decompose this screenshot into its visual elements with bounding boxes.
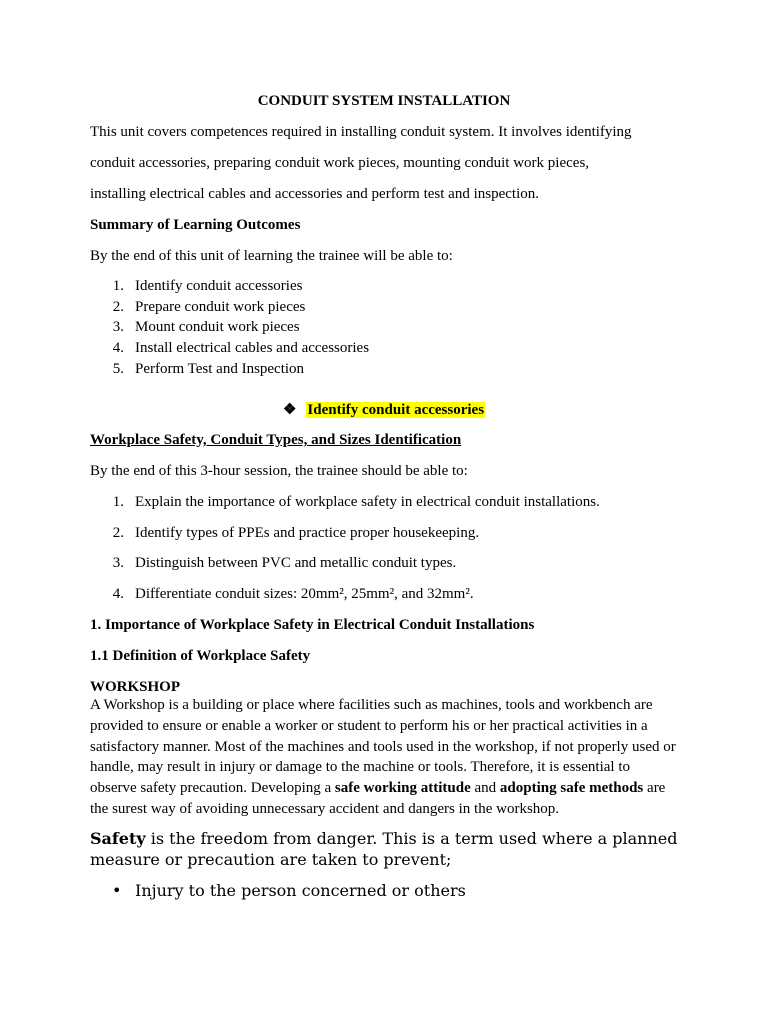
list-number: 1. (112, 278, 124, 294)
summary-intro: By the end of this unit of learning the trainee will be able to: (90, 248, 453, 264)
list-text: Differentiate conduit sizes: 20mm², 25mm², and 32mm². (135, 586, 474, 602)
list-number: 1. (112, 494, 124, 510)
list-number: 2. (112, 525, 124, 541)
list-number: 4. (112, 586, 124, 602)
list-number: 5. (112, 361, 124, 377)
list-text: Identify conduit accessories (135, 278, 303, 294)
list-text: Perform Test and Inspection (135, 361, 305, 377)
workshop-bold-1: safe working attitude (334, 780, 471, 797)
intro-line-2: conduit accessories, preparing conduit work pieces, mounting conduit work pieces, (90, 155, 590, 171)
workshop-heading: WORKSHOP (90, 679, 181, 695)
summary-heading: Summary of Learning Outcomes (90, 217, 301, 233)
highlighted-heading: Identify conduit accessories (307, 402, 485, 418)
safety-word: Safety (90, 829, 146, 848)
workshop-paragraph (90, 695, 680, 820)
list-number: 3. (112, 555, 124, 571)
session-heading: Workplace Safety, Conduit Types, and Sizes Identification (90, 432, 462, 448)
workshop-text-1: A Workshop is a building or place where facilities such as machines, tools and workbench are provided to ensure or enable a worker or student to perform his or her practical activities in a satisfactory manner. Most of the machines and tools used in the workshop, if not properly used or handle, may result in injury or damage to the machine or tools. Therefore, it is essential to observe safety precaution. Developing a (90, 697, 676, 797)
document-title: CONDUIT SYSTEM INSTALLATION (257, 93, 511, 109)
section-1-1-heading: 1.1 Definition of Workplace Safety (90, 648, 311, 664)
bullet-dot-icon: • (112, 881, 122, 900)
list-text: Prepare conduit work pieces (135, 299, 306, 315)
list-text: Mount conduit work pieces (135, 319, 300, 335)
workshop-text-2: are the surest way of avoiding unnecessary accident and dangers in the workshop. (90, 780, 666, 817)
list-text: Explain the importance of workplace safety in electrical conduit installations. (135, 494, 600, 510)
list-text: Distinguish between PVC and metallic conduit types. (135, 555, 457, 571)
section-1-heading: 1. Importance of Workplace Safety in Electrical Conduit Installations (90, 617, 535, 633)
workshop-and: and (470, 780, 500, 797)
list-text: Injury to the person concerned or others (135, 881, 466, 900)
highlighted-topic (0, 400, 768, 419)
safety-definition (90, 828, 690, 870)
list-text: Identify types of PPEs and practice proper housekeeping. (135, 525, 480, 541)
session-intro: By the end of this 3-hour session, the trainee should be able to: (90, 463, 468, 479)
safety-definition-text: is the freedom from danger. This is a term used where a planned measure or precaution are taken to prevent; (90, 829, 678, 869)
list-number: 2. (112, 299, 124, 315)
intro-line-1: This unit covers competences required in installing conduit system. It involves identifying (90, 124, 632, 140)
diamond-bullet-icon: ❖ (282, 402, 297, 418)
list-number: 4. (112, 340, 124, 356)
list-number: 3. (112, 319, 124, 335)
workshop-bold-2: adopting safe methods (499, 780, 644, 797)
list-text: Install electrical cables and accessories (135, 340, 370, 356)
intro-line-3: installing electrical cables and accessories and perform test and inspection. (90, 186, 539, 202)
